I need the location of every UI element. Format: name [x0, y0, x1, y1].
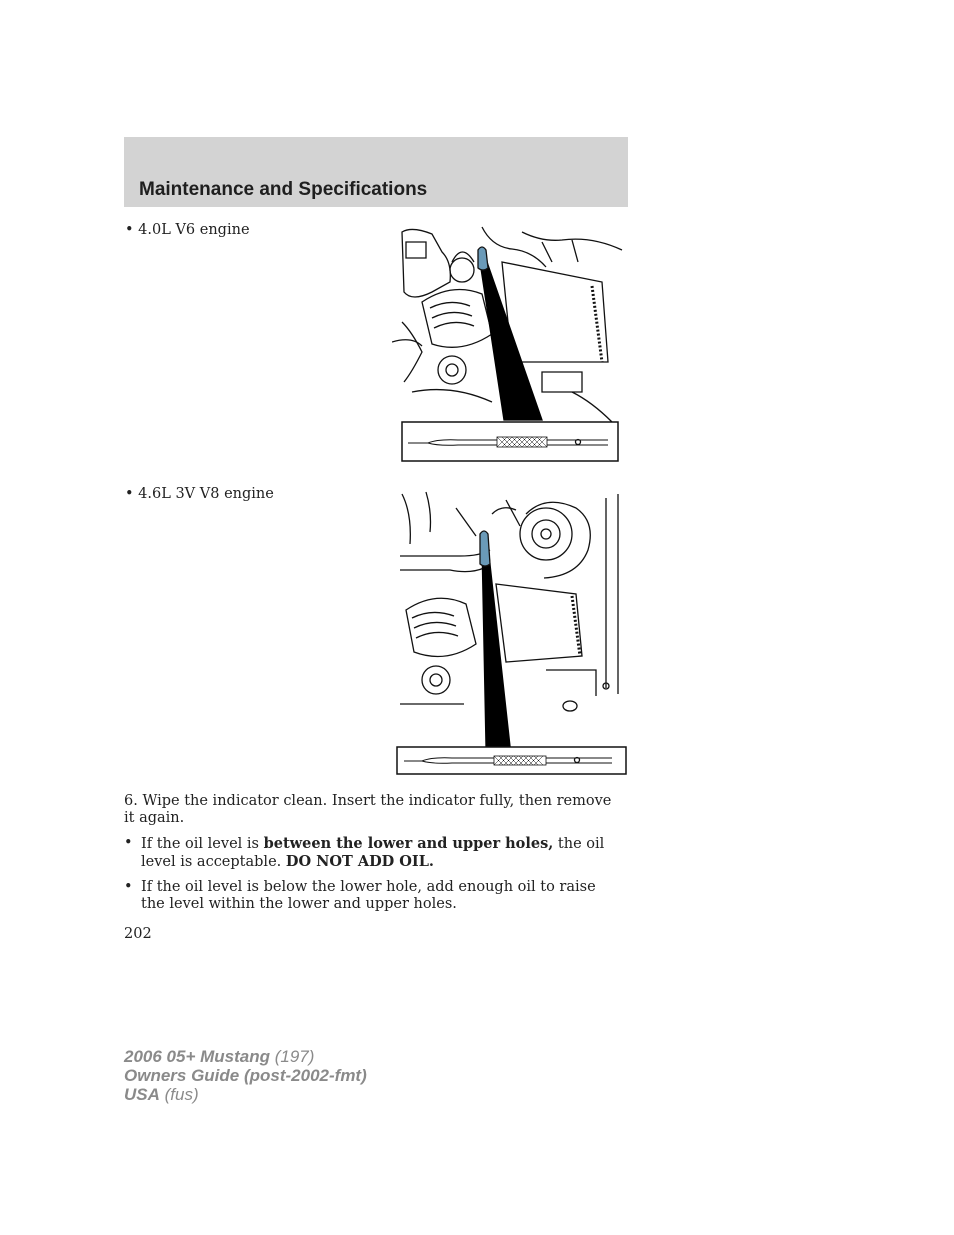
footer-line-3 [124, 1085, 367, 1104]
section-title: Maintenance and Specifications [139, 179, 428, 200]
bullet-dot: • [124, 835, 133, 851]
footer-model: 2006 05+ Mustang [124, 1047, 270, 1066]
instructions [124, 793, 624, 921]
bullet-1-mid: the oil level is acceptable. [141, 836, 605, 870]
figure-2-label: • 4.6L 3V V8 engine [125, 486, 274, 502]
oil-level-bullets [124, 835, 624, 913]
bullet-1-bold-warning: DO NOT ADD OIL. [285, 853, 434, 870]
section-header-band [124, 137, 628, 207]
footer-line-2 [124, 1066, 367, 1085]
bullet-1-pre: If the oil level is [141, 836, 264, 852]
list-item [124, 835, 624, 871]
figure-1-label: • 4.0L V6 engine [125, 222, 250, 238]
list-item [124, 879, 624, 913]
bullet-1-bold-holes: between the lower and upper holes, [263, 835, 554, 852]
footer-market-code: (fus) [159, 1085, 199, 1104]
document-footer [124, 1047, 367, 1104]
engine-v8-illustration [396, 490, 628, 776]
footer-line-1 [124, 1047, 367, 1066]
footer-market: USA [124, 1085, 160, 1104]
footer-guide: Owners Guide (post-2002-fmt) [124, 1066, 367, 1085]
page-number: 202 [124, 926, 152, 942]
bullet-dot: • [124, 879, 133, 895]
engine-v6-illustration [392, 222, 628, 464]
step-6-text: 6. Wipe the indicator clean. Insert the indicator fully, then remove it again. [124, 793, 612, 826]
footer-model-code: (197) [270, 1047, 315, 1066]
bullet-2-text: If the oil level is below the lower hole, add enough oil to raise the level within the lower and upper holes. [141, 879, 596, 912]
